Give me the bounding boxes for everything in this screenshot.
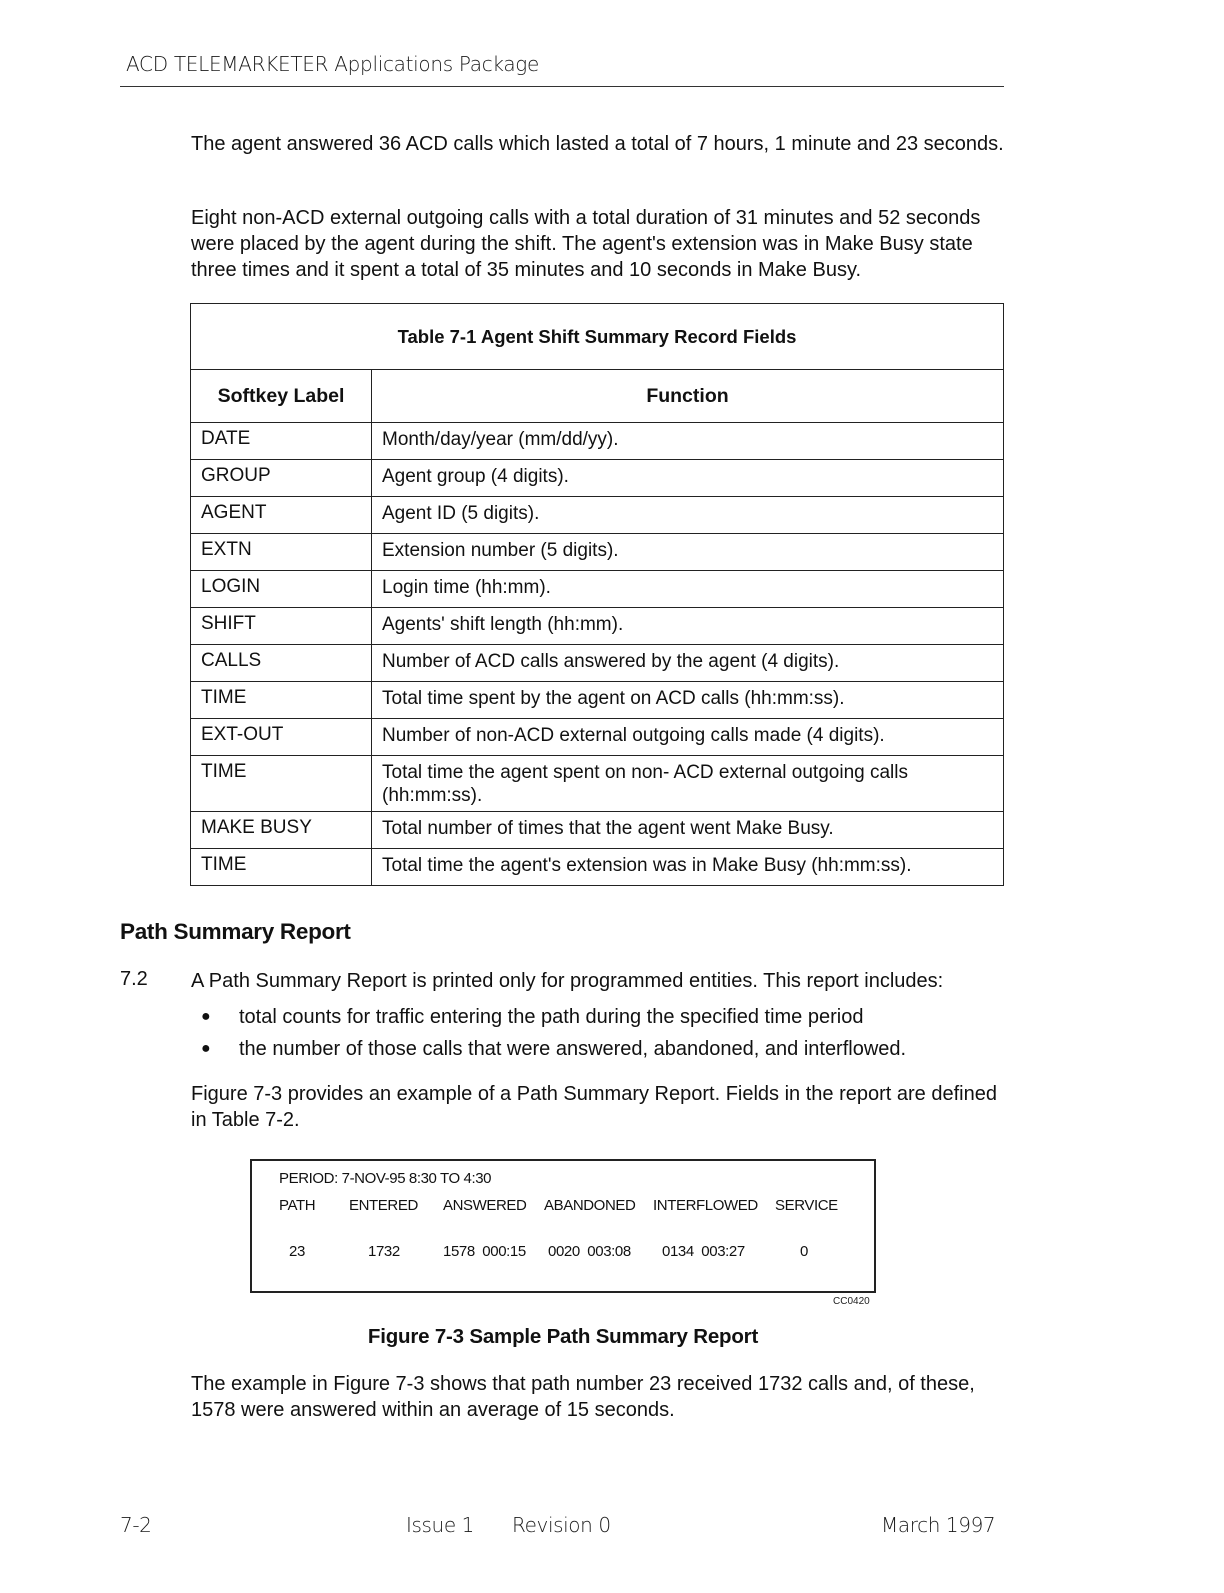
table-row: [191, 756, 1004, 812]
function-text: Total time spent by the agent on ACD calls (hh:mm:ss).: [372, 682, 1004, 719]
footer-issue: Issue 1: [406, 1513, 475, 1537]
function-text: Total time the agent spent on non- ACD external outgoing calls (hh:mm:ss).: [372, 756, 1004, 812]
table-caption: Table 7-1 Agent Shift Summary Record Fields: [191, 304, 1004, 370]
softkey-label: TIME: [191, 756, 372, 812]
report-value-interflowed: 0134 003:27: [662, 1243, 745, 1260]
bullet-list: [196, 1001, 1006, 1065]
report-header-service: SERVICE: [775, 1197, 838, 1214]
report-period: PERIOD: 7-NOV-95 8:30 TO 4:30: [279, 1170, 492, 1187]
function-text: Extension number (5 digits).: [372, 534, 1004, 571]
softkey-label: SHIFT: [191, 608, 372, 645]
function-text: Number of ACD calls answered by the agent (4 digits).: [372, 645, 1004, 682]
softkey-label: TIME: [191, 682, 372, 719]
table-row: [191, 423, 1004, 460]
report-value-abandoned: 0020 003:08: [548, 1243, 631, 1260]
table-row: [191, 682, 1004, 719]
report-value-answered: 1578 000:15: [443, 1243, 526, 1260]
softkey-label: CALLS: [191, 645, 372, 682]
softkey-label: GROUP: [191, 460, 372, 497]
table-row: [191, 534, 1004, 571]
function-text: Total number of times that the agent went Make Busy.: [372, 812, 1004, 849]
figure-explanation: The example in Figure 7-3 shows that path number 23 received 1732 calls and, of these, 1578 were answered within an average of 15 seconds.: [191, 1373, 975, 1421]
intro-paragraph-1: The agent answered 36 ACD calls which lasted a total of 7 hours, 1 minute and 23 seconds.: [191, 133, 1004, 155]
report-value-service: 0: [800, 1243, 808, 1260]
softkey-label: EXT-OUT: [191, 719, 372, 756]
bullet-text: total counts for traffic entering the path during the specified time period: [239, 1005, 864, 1028]
report-header-path: PATH: [279, 1197, 316, 1214]
bullet-icon: ●: [201, 1008, 211, 1025]
table-row: [191, 571, 1004, 608]
report-header-entered: ENTERED: [349, 1197, 418, 1214]
function-text: Agent ID (5 digits).: [372, 497, 1004, 534]
softkey-label: TIME: [191, 849, 372, 886]
table-row: [191, 645, 1004, 682]
figure-code: CC0420: [833, 1296, 870, 1307]
function-text: Agent group (4 digits).: [372, 460, 1004, 497]
path-summary-intro: A Path Summary Report is printed only for programmed entities. This report includes:: [191, 970, 944, 992]
report-header-interflowed: INTERFLOWED: [653, 1197, 758, 1214]
header-rule: [120, 86, 1004, 87]
agent-shift-summary-table: [190, 303, 1004, 886]
intro-paragraph-2: Eight non-ACD external outgoing calls with a total duration of 31 minutes and 52 seconds were placed by the agent during the shift. The agent's extension was in Make Busy state three times and it spent a total of 35 minutes and 10 seconds in Make Busy.: [191, 207, 981, 281]
footer-page-number: 7-2: [120, 1513, 152, 1537]
softkey-label: EXTN: [191, 534, 372, 571]
figure-caption: Figure 7-3 Sample Path Summary Report: [367, 1325, 759, 1348]
table-row: [191, 497, 1004, 534]
table-row: [191, 719, 1004, 756]
bullet-text: the number of those calls that were answered, abandoned, and interflowed.: [239, 1037, 907, 1060]
softkey-label: LOGIN: [191, 571, 372, 608]
report-value-path: 23: [289, 1243, 305, 1260]
paragraph-number: 7.2: [120, 968, 148, 990]
function-text: Login time (hh:mm).: [372, 571, 1004, 608]
section-heading: Path Summary Report: [120, 919, 351, 944]
figure-reference-paragraph: Figure 7-3 provides an example of a Path Summary Report. Fields in the report are defined in Table 7-2.: [191, 1083, 997, 1131]
report-value-entered: 1732: [368, 1243, 400, 1260]
report-header-answered: ANSWERED: [443, 1197, 527, 1214]
list-item: [196, 1001, 1006, 1033]
softkey-label: MAKE BUSY: [191, 812, 372, 849]
list-item: [196, 1033, 1006, 1065]
table-row: [191, 812, 1004, 849]
table-row: [191, 608, 1004, 645]
report-header-abandoned: ABANDONED: [544, 1197, 636, 1214]
function-text: Month/day/year (mm/dd/yy).: [372, 423, 1004, 460]
bullet-icon: ●: [201, 1040, 211, 1057]
function-text: Number of non-ACD external outgoing calls made (4 digits).: [372, 719, 1004, 756]
footer-revision: Revision 0: [512, 1513, 611, 1537]
running-header-title: ACD TELEMARKETER Applications Package: [126, 52, 540, 76]
column-header-softkey-label: Softkey Label: [191, 370, 372, 423]
column-header-function: Function: [372, 370, 1004, 423]
softkey-label: DATE: [191, 423, 372, 460]
table-row: [191, 460, 1004, 497]
sample-path-summary-report: [250, 1159, 876, 1293]
table-row: [191, 849, 1004, 886]
function-text: Agents' shift length (hh:mm).: [372, 608, 1004, 645]
footer-date: March 1997: [881, 1513, 996, 1537]
softkey-label: AGENT: [191, 497, 372, 534]
function-text: Total time the agent's extension was in Make Busy (hh:mm:ss).: [372, 849, 1004, 886]
